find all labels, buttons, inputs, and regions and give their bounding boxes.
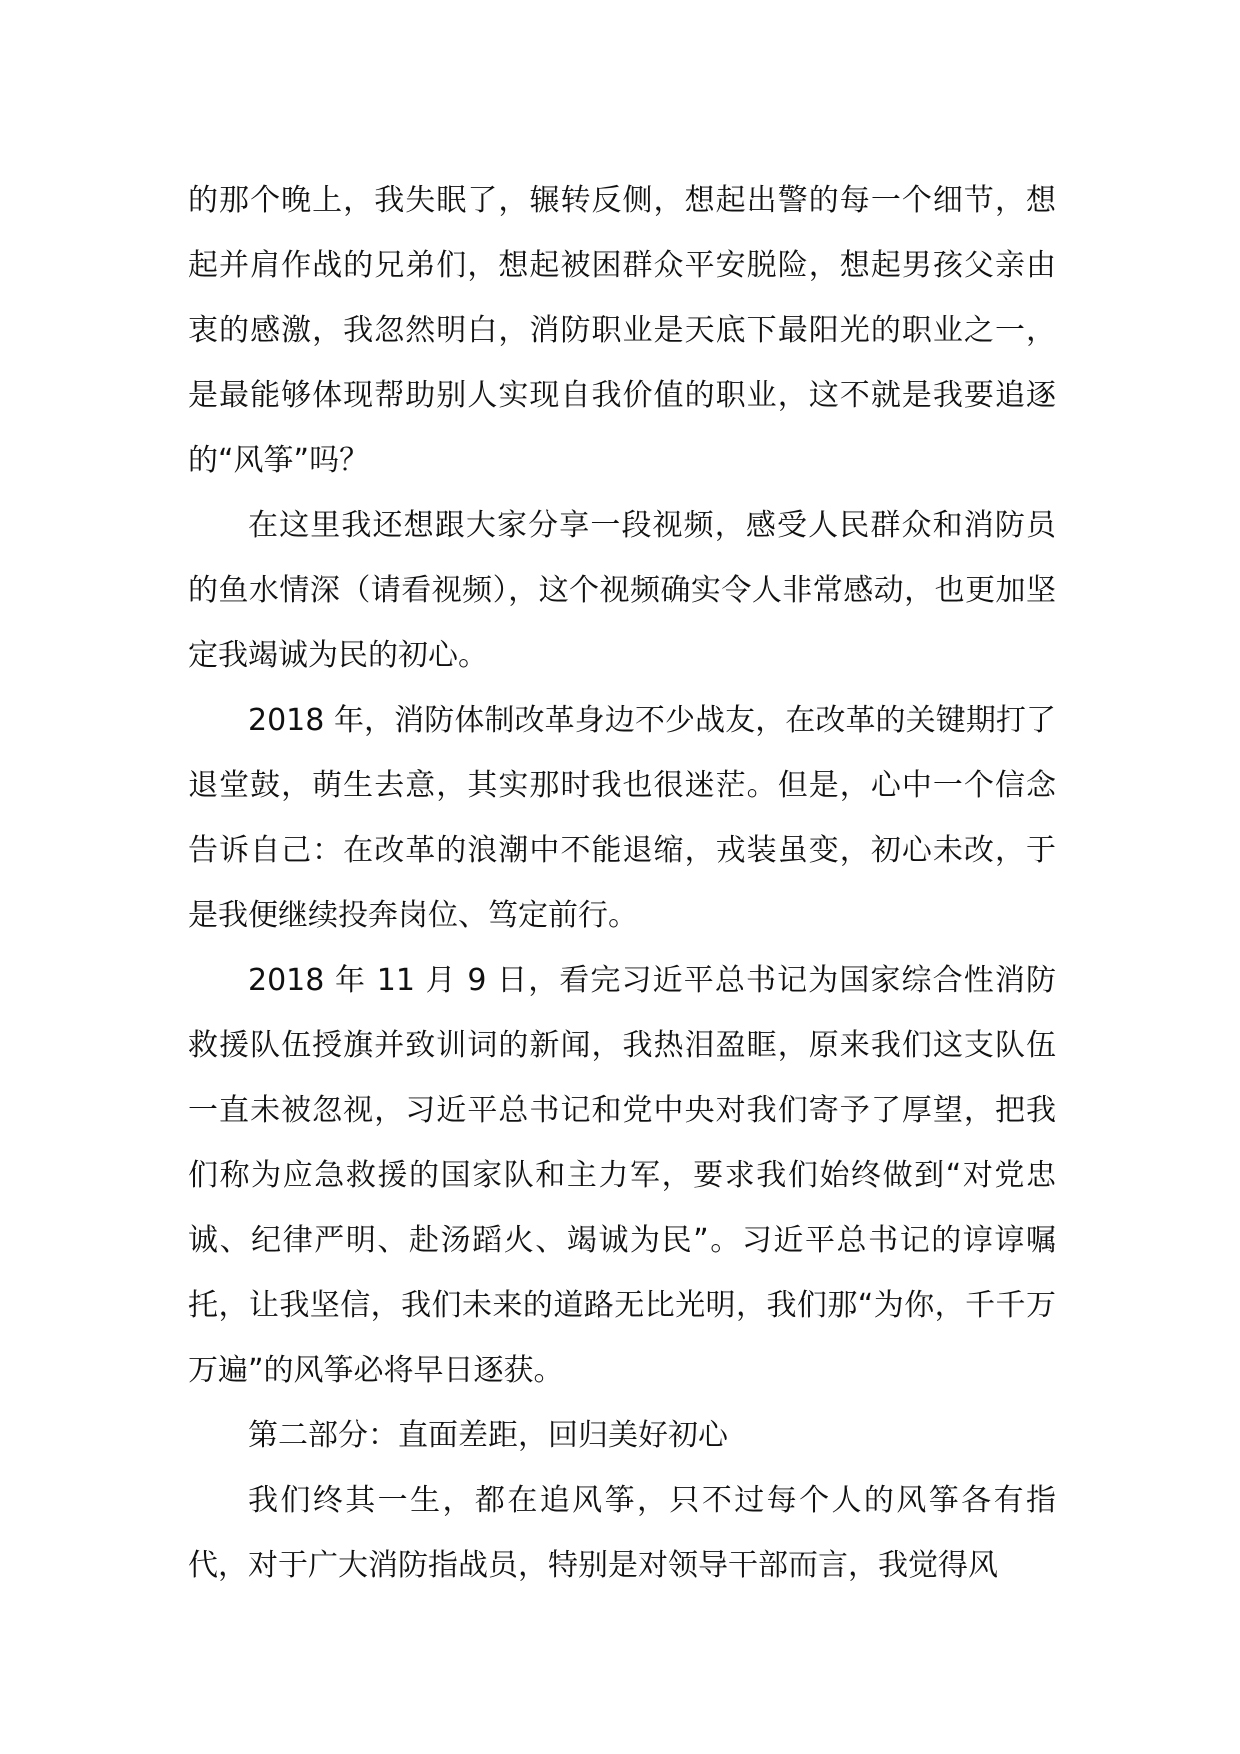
paragraph-2: 在这里我还想跟大家分享一段视频，感受人民群众和消防员的鱼水情深（请看视频），这个视频确实令人非常感动，也更加坚定我竭诚为民的初心。 bbox=[188, 508, 1056, 673]
paragraph-3: 2018 年，消防体制改革身边不少战友，在改革的关键期打了退堂鼓，萌生去意，其实那时我也很迷茫。但是，心中一个信念告诉自己：在改革的浪潮中不能退缩，戎装虽变，初心未改，于是我便继续投奔岗位、笃定前行。 bbox=[188, 703, 1056, 933]
paragraph-4: 2018 年 11 月 9 日，看完习近平总书记为国家综合性消防救援队伍授旗并致训词的新闻，我热泪盈眶，原来我们这支队伍一直未被忽视，习近平总书记和党中央对我们寄予了厚望，把我们称为应急救援的国家队和主力军，要求我们始终做到“对党忠诚、纪律严明、赴汤蹈火、竭诚为民”。习近平总书记的谆谆嘱托，让我坚信，我们未来的道路无比光明，我们那“为你，千千万万遍”的风筝必将早日逐获。 bbox=[188, 963, 1056, 1388]
paragraph-6: 我们终其一生，都在追风筝，只不过每个人的风筝各有指代，对于广大消防指战员，特别是对领导干部而言，我觉得风 bbox=[188, 1483, 1056, 1583]
document-body bbox=[188, 168, 1056, 1598]
section-heading-part-two: 第二部分：直面差距，回归美好初心 bbox=[248, 1418, 728, 1453]
paragraph-1: 的那个晚上，我失眠了，辗转反侧，想起出警的每一个细节，想起并肩作战的兄弟们，想起被困群众平安脱险，想起男孩父亲由衷的感激，我忽然明白，消防职业是天底下最阳光的职业之一，是最能够体现帮助别人实现自我价值的职业，这不就是我要追逐的“风筝”吗？ bbox=[188, 183, 1056, 478]
